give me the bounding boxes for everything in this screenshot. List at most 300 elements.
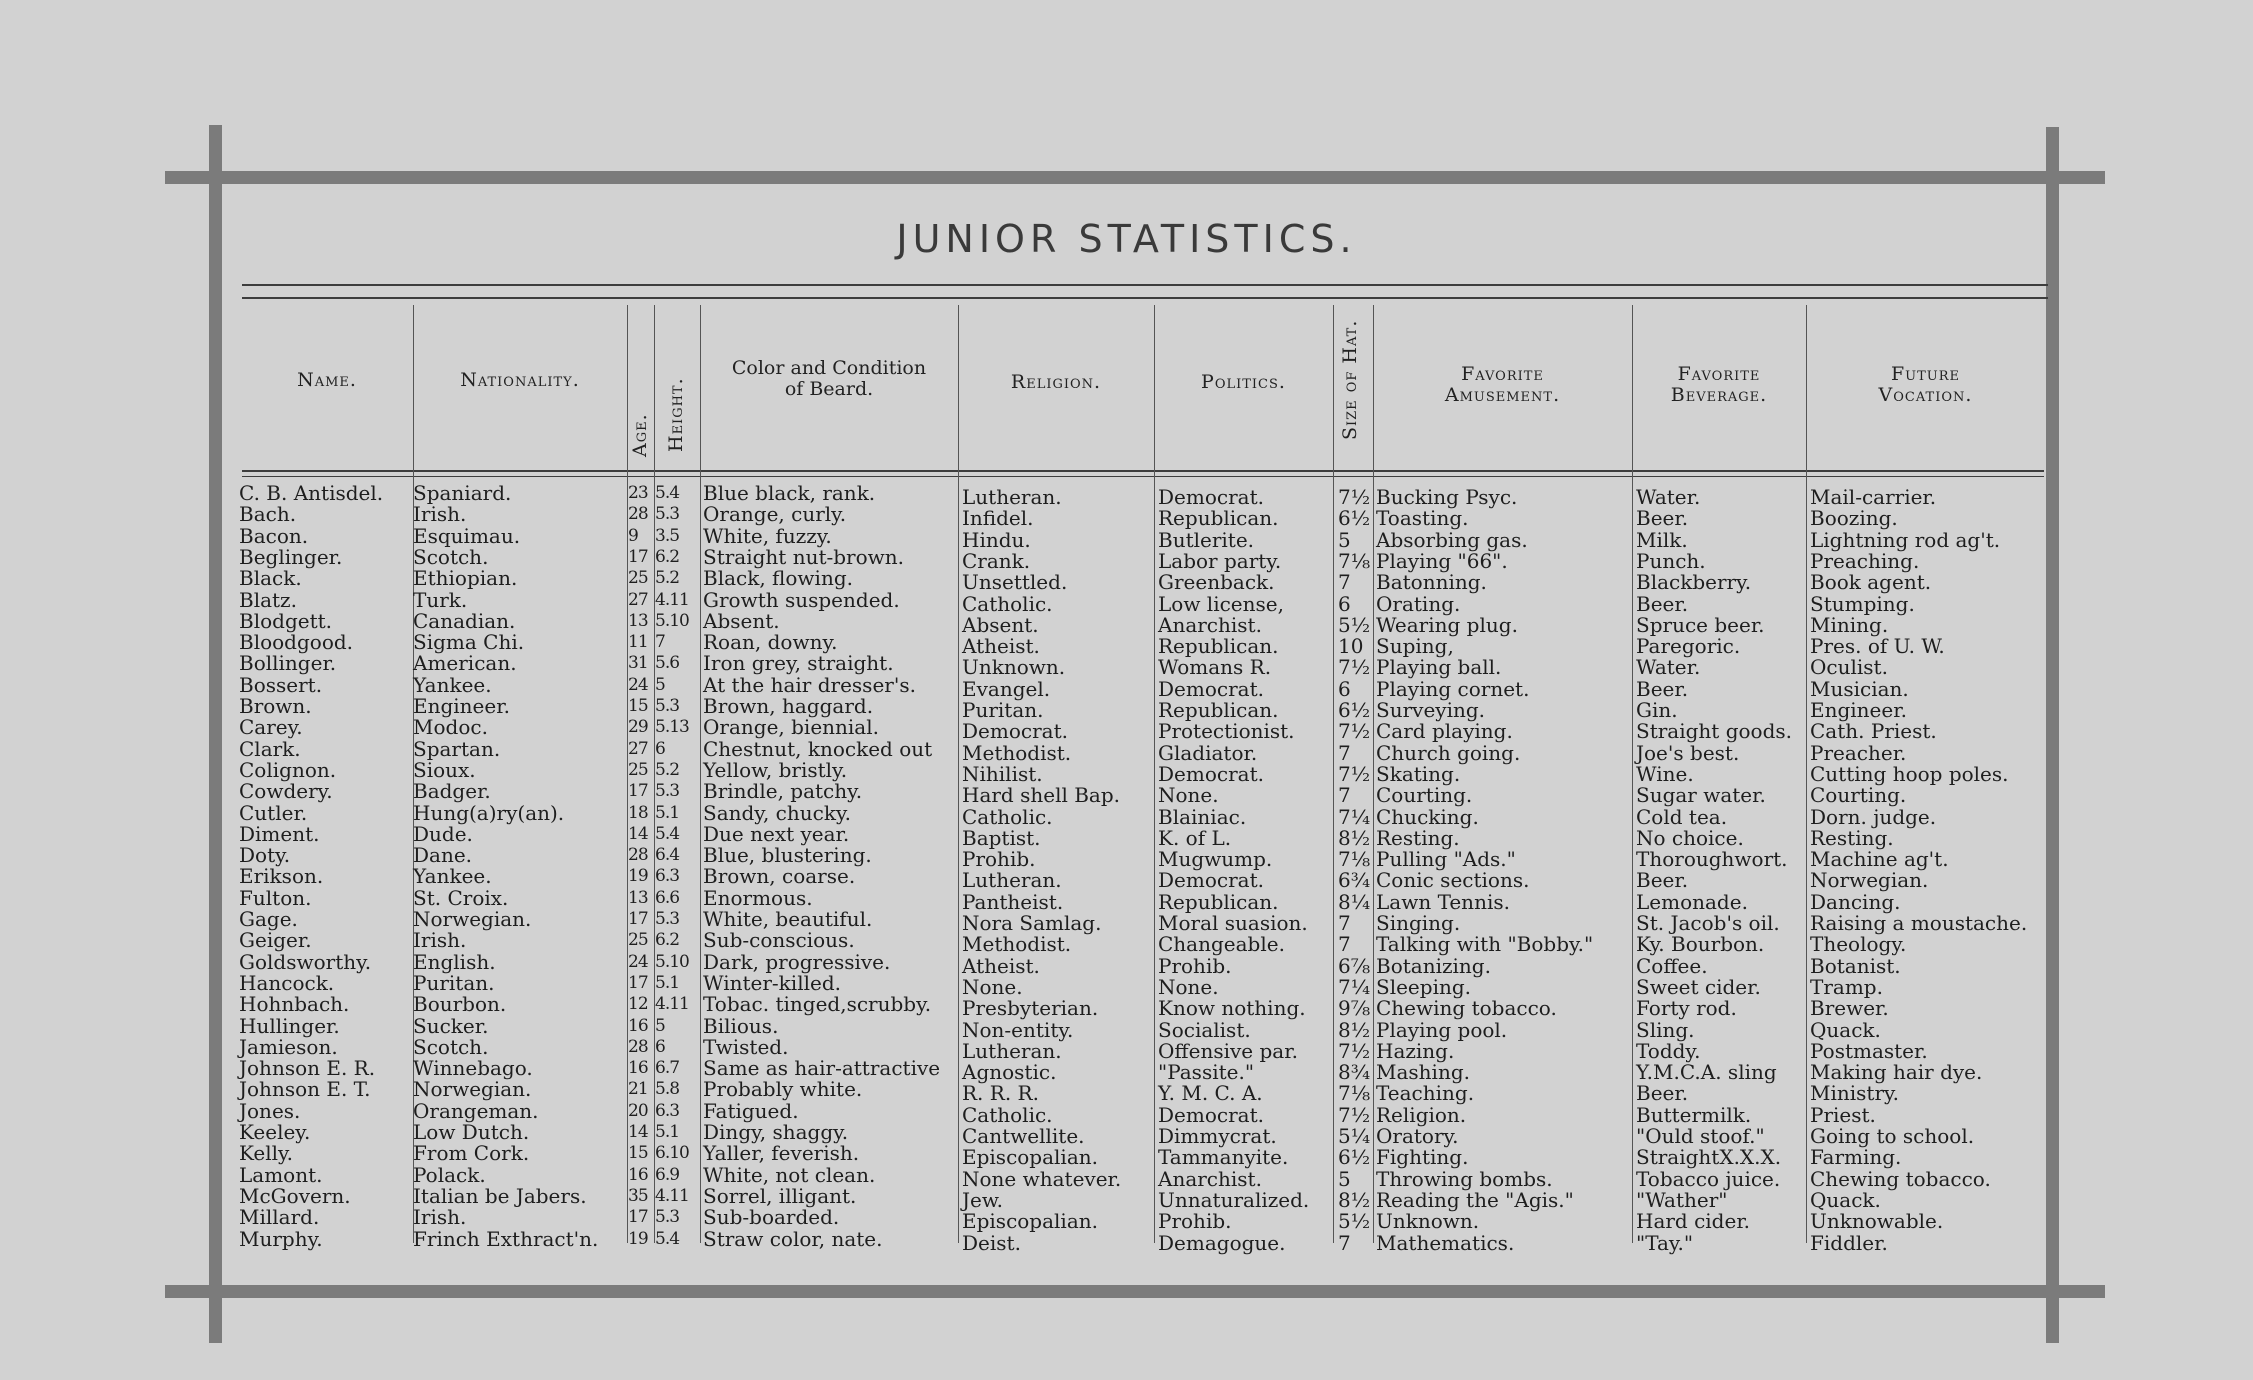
cell-politics: Republican. [1158,698,1279,722]
cell-nationality: Italian be Jabers. [413,1183,587,1208]
cell-height: 5 [655,674,665,695]
page-title: JUNIOR STATISTICS. [896,217,1357,261]
cell-age: 25 [628,759,648,780]
cell-height: 4.11 [655,1185,689,1206]
cell-beard: Straw color, nate. [703,1226,883,1251]
cell-beverage: Beer. [1636,506,1689,531]
cell-politics: Tammanyite. [1158,1145,1289,1170]
cell-height: 6.4 [655,845,680,866]
cell-age: 17 [628,781,648,802]
cell-politics: Republican. [1158,506,1279,531]
table-row [0,779,2253,808]
cell-beverage: Lemonade. [1636,889,1748,914]
cell-beard: Absent. [703,608,780,633]
cell-vocation: Farming. [1810,1145,1902,1170]
cell-hat-size: 5½ [1338,612,1371,637]
cell-vocation: Brewer. [1810,996,1889,1021]
cell-beard: White, fuzzy. [703,523,832,548]
cell-age: 19 [628,1228,648,1249]
cell-age: 14 [628,1122,648,1142]
header-amusement-line2: Amusement. [1444,384,1561,406]
cell-hat-size: 7 [1338,783,1351,808]
cell-height: 5.3 [655,909,680,929]
cell-age: 18 [628,802,648,823]
cell-vocation: Dancing. [1810,889,1901,914]
cell-name: Millard. [239,1205,320,1230]
cell-hat-size: 7 [1338,1230,1351,1255]
table-row [0,1056,2253,1085]
cell-age: 16 [628,1058,648,1079]
cell-name: Kelly. [239,1141,294,1166]
cell-vocation: Mail-carrier. [1810,485,1937,509]
table-row [0,1205,2253,1234]
cell-hat-size: 7½ [1338,1038,1371,1063]
cell-height: 5.1 [655,802,680,823]
cell-hat-size: 10 [1338,634,1364,659]
cell-age: 29 [628,717,648,738]
cell-beard: Yaller, feverish. [703,1141,860,1166]
cell-vocation: Going to school. [1810,1124,1975,1148]
cell-name: Goldsworthy. [239,949,372,974]
cell-hat-size: 6 [1338,676,1351,701]
cell-hat-size: 6⅞ [1338,953,1371,978]
cell-amusement: Playing pool. [1376,1017,1508,1042]
cell-name: C. B. Antisdel. [239,481,384,505]
cell-religion: Baptist. [962,825,1041,850]
cell-name: Blodgett. [239,608,333,633]
cell-politics: Labor party. [1158,548,1282,573]
cell-height: 5.13 [655,717,689,738]
table-row [0,1013,2253,1042]
cell-amusement: Batonning. [1376,570,1487,595]
cell-hat-size: 9⅞ [1338,996,1371,1021]
cell-politics: Changeable. [1158,932,1285,957]
cell-hat-size: 5 [1338,527,1351,552]
cell-amusement: Throwing bombs. [1376,1166,1553,1191]
cell-name: Cutler. [239,800,308,825]
cell-amusement: Resting. [1376,825,1460,850]
table-row [0,1183,2253,1212]
cell-politics: Blainiac. [1158,804,1247,829]
cell-politics: Y. M. C. A. [1158,1081,1263,1106]
table-row [0,736,2253,765]
cell-amusement: Playing "66". [1376,548,1508,573]
cell-religion: Non-entity. [962,1017,1074,1042]
cell-politics: None. [1158,974,1219,999]
header-rule-thin [242,476,2044,477]
cell-religion: Nora Samlag. [962,911,1102,935]
cell-name: Bollinger. [239,651,337,676]
cell-vocation: Preaching. [1810,548,1920,573]
cell-beverage: Toddy. [1636,1038,1701,1063]
cell-beard: Winter-killed. [703,970,841,995]
cell-beard: Brindle, patchy. [703,779,863,804]
cell-politics: Greenback. [1158,570,1275,595]
cell-hat-size: 7 [1338,911,1351,935]
cell-amusement: Absorbing gas. [1376,527,1528,552]
cell-nationality: Badger. [413,779,491,804]
cell-religion: Deist. [962,1230,1021,1255]
cell-vocation: Dorn. judge. [1810,804,1937,829]
cell-vocation: Theology. [1810,932,1907,957]
cell-beard: Bilious. [703,1013,779,1038]
cell-hat-size: 5½ [1338,1209,1371,1234]
cell-height: 5.1 [655,1122,680,1142]
table-row [0,864,2253,893]
cell-hat-size: 8½ [1338,1017,1371,1042]
cell-hat-size: 7¼ [1338,804,1371,829]
cell-vocation: Pres. of U. W. [1810,634,1945,659]
table-row [0,757,2253,786]
cell-beard: Brown, haggard. [703,694,874,718]
table-row [0,1226,2253,1255]
cell-vocation: Lightning rod ag't. [1810,527,2001,552]
cell-amusement: Playing ball. [1376,655,1502,680]
cell-beard: Dingy, shaggy. [703,1120,849,1144]
cell-politics: Democrat. [1158,761,1264,786]
header-beverage-line1: Favorite [1677,363,1761,385]
cell-nationality: Canadian. [413,608,516,633]
cell-height: 5.1 [655,972,680,993]
cell-beverage: Hard cider. [1636,1209,1751,1234]
cell-name: Hancock. [239,970,335,995]
table-row [0,800,2253,829]
cell-age: 15 [628,1143,648,1164]
cell-politics: Gladiator. [1158,740,1258,765]
cell-nationality: Scotch. [413,1034,489,1059]
cell-politics: Dimmycrat. [1158,1124,1277,1148]
cell-nationality: American. [413,651,517,676]
cell-vocation: Cutting hoop poles. [1810,761,2009,786]
cell-amusement: Skating. [1376,761,1461,786]
cell-religion: R. R. R. [962,1081,1039,1106]
cell-beard: Iron grey, straight. [703,651,894,676]
cell-beverage: Beer. [1636,868,1689,893]
cell-beverage: Y.M.C.A. sling [1636,1060,1777,1085]
cell-hat-size: 5¼ [1338,1124,1371,1148]
cell-religion: Catholic. [962,591,1053,616]
cell-hat-size: 7 [1338,740,1351,765]
cell-religion: Atheist. [962,634,1040,659]
frame-top-bar [165,171,2105,184]
cell-hat-size: 6¾ [1338,868,1371,893]
cell-nationality: Irish. [413,502,467,527]
cell-beard: Fatigued. [703,1098,799,1123]
cell-religion: Hard shell Bap. [962,783,1120,808]
cell-age: 31 [628,653,648,674]
cell-amusement: Orating. [1376,591,1461,616]
cell-vocation: Quack. [1810,1017,1881,1042]
cell-age: 9 [628,525,638,546]
cell-religion: Jew. [962,1187,1003,1212]
cell-age: 27 [628,589,648,610]
cell-religion: Nihilist. [962,761,1043,786]
cell-height: 5.10 [655,610,689,631]
cell-age: 11 [628,632,648,653]
cell-height: 5.6 [655,653,680,674]
cell-height: 5.3 [655,696,680,716]
cell-height: 5.2 [655,759,680,780]
cell-religion: Prohib. [962,847,1036,872]
cell-age: 25 [628,930,648,951]
cell-height: 6.6 [655,887,680,908]
cell-amusement: Conic sections. [1376,868,1530,893]
cell-beverage: Beer. [1636,591,1689,616]
cell-vocation: Tramp. [1810,974,1883,999]
cell-religion: Catholic. [962,804,1053,829]
cell-nationality: St. Croix. [413,885,509,910]
cell-beverage: Sugar water. [1636,783,1766,808]
cell-religion: Unsettled. [962,570,1068,595]
cell-beard: White, not clean. [703,1162,876,1187]
table-row [0,651,2253,680]
header-age: Age. [629,413,651,457]
cell-religion: Unknown. [962,655,1066,680]
cell-height: 4.11 [655,994,689,1015]
cell-amusement: Oratory. [1376,1124,1459,1148]
cell-beverage: Coffee. [1636,953,1708,978]
cell-height: 5.2 [655,568,680,589]
cell-name: Bacon. [239,523,309,548]
table-row [0,1162,2253,1191]
cell-height: 5.10 [655,951,689,972]
cell-beard: Blue, blustering. [703,843,872,868]
cell-amusement: Playing cornet. [1376,676,1530,701]
cell-nationality: Engineer. [413,694,510,718]
cell-beard: Black, flowing. [703,566,853,591]
cell-beverage: Beer. [1636,1081,1689,1106]
cell-vocation: Norwegian. [1810,868,1929,893]
cell-nationality: Low Dutch. [413,1120,530,1144]
cell-beard: Dark, progressive. [703,949,891,974]
cell-hat-size: 7 [1338,570,1351,595]
cell-nationality: Spaniard. [413,481,512,505]
cell-hat-size: 7½ [1338,655,1371,680]
cell-politics: Low license, [1158,591,1284,616]
cell-hat-size: 8½ [1338,825,1371,850]
cell-politics: Republican. [1158,634,1279,659]
cell-vocation: Engineer. [1810,698,1907,722]
cell-nationality: Winnebago. [413,1056,533,1081]
cell-height: 6.2 [655,930,680,951]
cell-religion: None. [962,974,1023,999]
cell-age: 23 [628,483,648,503]
cell-vocation: Resting. [1810,825,1894,850]
cell-beard: Yellow, bristly. [703,757,848,782]
cell-hat-size: 7½ [1338,761,1371,786]
cell-amusement: Toasting. [1376,506,1469,531]
cell-beverage: Spruce beer. [1636,612,1765,637]
header-politics: Politics. [1201,371,1286,393]
cell-religion: Infidel. [962,506,1034,531]
cell-vocation: Postmaster. [1810,1038,1928,1063]
cell-religion: Methodist. [962,740,1072,765]
header-hat-size: Size of Hat. [1339,319,1361,441]
cell-age: 13 [628,610,648,631]
cell-height: 3.5 [655,525,680,546]
cell-height: 6.9 [655,1164,680,1185]
cell-nationality: Polack. [413,1162,486,1187]
cell-age: 17 [628,546,648,567]
cell-nationality: Puritan. [413,970,495,995]
cell-name: Geiger. [239,928,312,953]
cell-politics: Democrat. [1158,1102,1264,1127]
cell-height: 6 [655,738,665,759]
cell-religion: Cantwellite. [962,1124,1085,1148]
cell-religion: Democrat. [962,719,1068,744]
cell-hat-size: 7¼ [1338,974,1371,999]
cell-nationality: English. [413,949,496,974]
cell-amusement: Church going. [1376,740,1521,765]
cell-name: Murphy. [239,1226,323,1251]
cell-politics: Offensive par. [1158,1038,1298,1063]
cell-height: 5.8 [655,1079,680,1100]
cell-beard: Tobac. tinged,scrubby. [703,992,932,1017]
cell-beverage: Straight goods. [1636,719,1793,744]
cell-nationality: From Cork. [413,1141,530,1166]
cell-hat-size: 7⅛ [1338,548,1371,573]
cell-age: 20 [628,1100,648,1121]
cell-age: 35 [628,1185,648,1206]
cell-politics: Anarchist. [1158,612,1262,637]
cell-amusement: Sleeping. [1376,974,1472,999]
cell-beard: Sorrel, illigant. [703,1183,857,1208]
cell-beard: Roan, downy. [703,630,838,655]
cell-beard: Orange, biennial. [703,715,879,740]
cell-vocation: Raising a moustache. [1810,911,2028,935]
cell-height: 6.3 [655,866,680,887]
cell-amusement: Surveying. [1376,698,1486,722]
cell-vocation: Oculist. [1810,655,1888,680]
cell-religion: Pantheist. [962,889,1064,914]
cell-age: 17 [628,909,648,929]
cell-height: 5.3 [655,504,680,525]
header-height: Height. [665,377,687,453]
cell-politics: Anarchist. [1158,1166,1262,1191]
cell-age: 17 [628,1207,648,1228]
cell-nationality: Yankee. [413,864,492,889]
cell-vocation: Cath. Priest. [1810,719,1937,744]
cell-age: 28 [628,845,648,866]
cell-vocation: Making hair dye. [1810,1060,1983,1085]
cell-name: Bloodgood. [239,630,354,655]
cell-religion: Hindu. [962,527,1031,552]
cell-amusement: Teaching. [1376,1081,1475,1106]
cell-name: Fulton. [239,885,312,910]
cell-politics: None. [1158,783,1219,808]
cell-beverage: Ky. Bourbon. [1636,932,1765,957]
cell-age: 28 [628,504,648,525]
cell-religion: Evangel. [962,676,1051,701]
cell-vocation: Machine ag't. [1810,847,1949,872]
table-row [0,481,2253,509]
cell-vocation: Botanist. [1810,953,1901,978]
cell-beverage: Water. [1636,655,1701,680]
cell-nationality: Spartan. [413,736,501,761]
cell-beverage: "Tay." [1636,1230,1694,1255]
cell-politics: Moral suasion. [1158,911,1308,935]
cell-age: 12 [628,994,648,1015]
cell-name: Cowdery. [239,779,333,804]
table-row [0,949,2253,978]
cell-vocation: Musician. [1810,676,1909,701]
cell-nationality: Frinch Exthract'n. [413,1226,599,1251]
cell-name: Hohnbach. [239,992,350,1017]
cell-nationality: Irish. [413,928,467,953]
cell-beverage: Beer. [1636,676,1689,701]
cell-name: Blatz. [239,587,297,612]
cell-beard: Orange, curly. [703,502,847,527]
cell-amusement: Suping, [1376,634,1454,659]
table-row [0,1120,2253,1148]
cell-politics: Womans R. [1158,655,1272,680]
cell-height: 5.4 [655,483,680,503]
cell-beard: At the hair dresser's. [703,672,916,697]
cell-religion: Lutheran. [962,485,1062,509]
cell-vocation: Fiddler. [1810,1230,1888,1255]
cell-name: Jones. [239,1098,301,1123]
cell-nationality: Irish. [413,1205,467,1230]
cell-amusement: Botanizing. [1376,953,1491,978]
cell-name: Carey. [239,715,303,740]
table-row [0,523,2253,552]
cell-religion: Catholic. [962,1102,1053,1127]
header-beard-line1: Color and Condition [731,357,927,379]
cell-vocation: Ministry. [1810,1081,1900,1106]
cell-politics: Prohib. [1158,1209,1232,1234]
cell-beverage: Blackberry. [1636,570,1752,595]
cell-beard: Growth suspended. [703,587,900,612]
cell-age: 16 [628,1015,648,1036]
cell-amusement: Reading the "Agis." [1376,1187,1574,1212]
header-religion: Religion. [1010,371,1102,393]
cell-religion: Agnostic. [962,1060,1057,1085]
table-row [0,907,2253,935]
cell-name: Black. [239,566,302,591]
cell-politics: Protectionist. [1158,719,1295,744]
cell-beverage: Milk. [1636,527,1688,552]
cell-religion: Episcopalian. [962,1145,1098,1170]
cell-beard: Twisted. [703,1034,789,1059]
cell-amusement: Bucking Psyc. [1376,485,1518,509]
cell-beverage: Buttermilk. [1636,1102,1752,1127]
cell-beverage: St. Jacob's oil. [1636,911,1780,935]
cell-politics: Butlerite. [1158,527,1255,552]
cell-amusement: Pulling "Ads." [1376,847,1516,872]
cell-amusement: Card playing. [1376,719,1513,744]
cell-nationality: Ethiopian. [413,566,518,591]
cell-religion: None whatever. [962,1166,1122,1191]
cell-name: McGovern. [239,1183,351,1208]
cell-politics: Demagogue. [1158,1230,1286,1255]
cell-age: 15 [628,696,648,716]
cell-religion: Crank. [962,548,1031,573]
cell-beverage: Sling. [1636,1017,1695,1042]
cell-beverage: "Ould stoof." [1636,1124,1765,1148]
table-row [0,566,2253,595]
cell-amusement: Singing. [1376,911,1461,935]
cell-amusement: Religion. [1376,1102,1467,1127]
table-row [0,1098,2253,1127]
cell-name: Gage. [239,907,298,931]
cell-hat-size: 7½ [1338,1102,1371,1127]
cell-vocation: Preacher. [1810,740,1907,765]
cell-beverage: Tobacco juice. [1636,1166,1781,1191]
cell-age: 24 [628,674,648,695]
header-name: Name. [297,369,357,391]
cell-beard: Same as hair-attractive [703,1056,941,1081]
cell-beard: Chestnut, knocked out [703,736,933,761]
